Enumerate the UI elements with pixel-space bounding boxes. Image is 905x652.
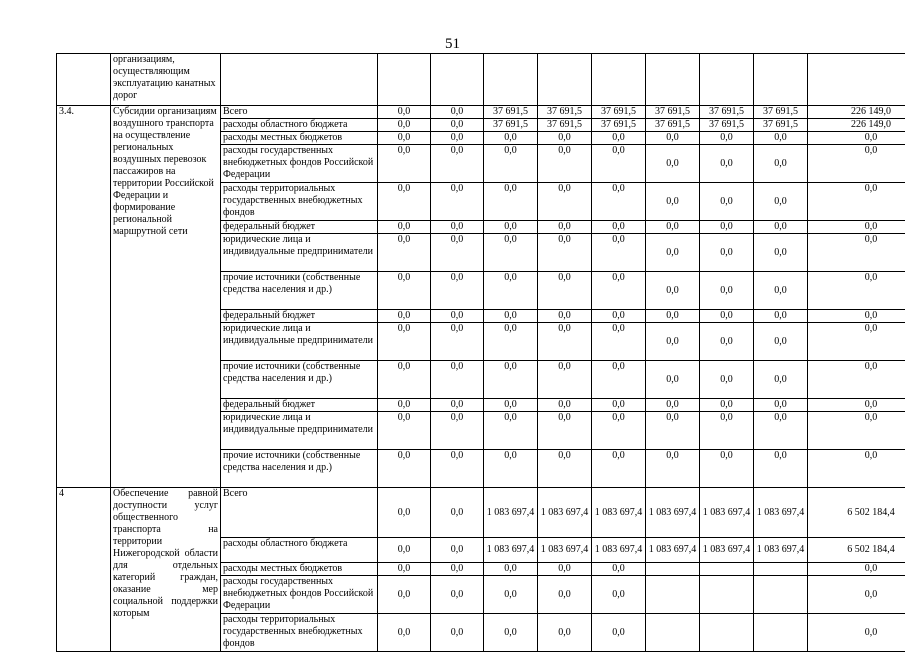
year-value-cell: 37 691,5 (646, 106, 700, 119)
year-value-cell: 1 083 697,4 (646, 488, 700, 538)
year-value-cell: 37 691,5 (646, 119, 700, 132)
year-value-cell: 37 691,5 (754, 106, 808, 119)
year-value-cell (378, 54, 431, 106)
year-value-cell: 0,0 (431, 576, 484, 614)
year-value-cell: 0,0 (646, 272, 700, 310)
year-value-cell: 0,0 (378, 614, 431, 652)
year-value-cell: 0,0 (646, 234, 700, 272)
year-value-cell: 0,0 (484, 272, 538, 310)
year-value-cell: 1 083 697,4 (646, 538, 700, 563)
funding-source-cell: прочие источники (собственные средства населения и др.) (221, 272, 378, 310)
funding-source-cell (221, 54, 378, 106)
funding-source-cell: федеральный бюджет (221, 399, 378, 412)
year-value-cell: 0,0 (754, 361, 808, 399)
year-value-cell: 1 083 697,4 (700, 538, 754, 563)
year-value-cell: 0,0 (431, 538, 484, 563)
funding-source-cell: федеральный бюджет (221, 221, 378, 234)
year-value-cell: 0,0 (592, 614, 646, 652)
year-value-cell: 37 691,5 (700, 106, 754, 119)
year-value-cell: 0,0 (700, 272, 754, 310)
year-value-cell: 0,0 (378, 183, 431, 221)
year-value-cell: 1 083 697,4 (484, 538, 538, 563)
year-value-cell: 0,0 (484, 145, 538, 183)
year-value-cell: 0,0 (646, 450, 700, 488)
year-value-cell: 0,0 (592, 310, 646, 323)
year-value-cell: 0,0 (431, 450, 484, 488)
year-value-cell (700, 54, 754, 106)
year-value-cell (538, 54, 592, 106)
year-value-cell: 0,0 (378, 450, 431, 488)
funding-source-cell: расходы местных бюджетов (221, 132, 378, 145)
year-value-cell: 0,0 (378, 132, 431, 145)
page-number: 51 (0, 36, 905, 53)
funding-source-cell: расходы областного бюджета (221, 538, 378, 563)
year-value-cell: 0,0 (378, 234, 431, 272)
row-number-cell (57, 54, 111, 106)
funding-source-cell: расходы областного бюджета (221, 119, 378, 132)
measure-name-cell: Обеспечение равной доступности услуг общественного транспорта на территории Нижегородской области для отдельных категорий граждан, оказание мер социальной поддержки которым (111, 488, 221, 652)
total-value-cell: 0,0 (808, 412, 905, 450)
year-value-cell: 0,0 (431, 488, 484, 538)
year-value-cell (700, 614, 754, 652)
year-value-cell: 0,0 (378, 361, 431, 399)
funding-source-cell: расходы территориальных государственных внебюджетных фондов (221, 614, 378, 652)
year-value-cell: 0,0 (538, 576, 592, 614)
year-value-cell: 0,0 (538, 183, 592, 221)
table-row (57, 54, 905, 106)
year-value-cell: 37 691,5 (592, 119, 646, 132)
year-value-cell: 37 691,5 (484, 106, 538, 119)
year-value-cell: 0,0 (431, 310, 484, 323)
year-value-cell (754, 614, 808, 652)
year-value-cell: 0,0 (538, 563, 592, 576)
year-value-cell: 0,0 (431, 132, 484, 145)
year-value-cell: 0,0 (378, 563, 431, 576)
year-value-cell: 0,0 (484, 132, 538, 145)
year-value-cell (592, 54, 646, 106)
total-value-cell: 0,0 (808, 614, 905, 652)
funding-source-cell: юридические лица и индивидуальные предприниматели (221, 234, 378, 272)
year-value-cell: 0,0 (484, 399, 538, 412)
year-value-cell: 0,0 (754, 183, 808, 221)
total-value-cell: 0,0 (808, 221, 905, 234)
total-value-cell: 0,0 (808, 132, 905, 145)
year-value-cell: 1 083 697,4 (754, 538, 808, 563)
year-value-cell: 1 083 697,4 (592, 488, 646, 538)
total-value-cell: 0,0 (808, 272, 905, 310)
funding-source-cell: расходы местных бюджетов (221, 563, 378, 576)
table-body (57, 54, 905, 652)
year-value-cell: 0,0 (538, 272, 592, 310)
year-value-cell: 0,0 (700, 310, 754, 323)
year-value-cell: 0,0 (592, 399, 646, 412)
funding-source-cell: Всего (221, 106, 378, 119)
table-row (57, 488, 905, 538)
year-value-cell: 1 083 697,4 (538, 538, 592, 563)
year-value-cell: 0,0 (378, 412, 431, 450)
year-value-cell: 0,0 (431, 119, 484, 132)
year-value-cell: 0,0 (538, 145, 592, 183)
year-value-cell (484, 54, 538, 106)
year-value-cell: 0,0 (592, 450, 646, 488)
year-value-cell: 0,0 (484, 361, 538, 399)
year-value-cell: 0,0 (378, 106, 431, 119)
total-value-cell: 6 502 184,4 (808, 488, 905, 538)
year-value-cell: 0,0 (754, 323, 808, 361)
total-value-cell: 0,0 (808, 576, 905, 614)
year-value-cell: 0,0 (592, 576, 646, 614)
year-value-cell: 0,0 (431, 323, 484, 361)
funding-source-cell: юридические лица и индивидуальные предприниматели (221, 323, 378, 361)
year-value-cell: 0,0 (538, 450, 592, 488)
year-value-cell: 0,0 (592, 145, 646, 183)
year-value-cell: 0,0 (431, 183, 484, 221)
year-value-cell: 0,0 (431, 234, 484, 272)
year-value-cell: 0,0 (538, 412, 592, 450)
year-value-cell: 0,0 (700, 361, 754, 399)
total-value-cell: 0,0 (808, 450, 905, 488)
year-value-cell: 0,0 (592, 234, 646, 272)
measure-name-cell: организациям, осуществляющим эксплуатацию канатных дорог (111, 54, 221, 106)
measure-name-cell: Субсидии организациям воздушного транспорта на осуществление региональных воздушных перевозок пассажиров на территории Российской Федерации и формирование региональной маршрутной сети (111, 106, 221, 488)
year-value-cell: 0,0 (592, 221, 646, 234)
total-value-cell: 0,0 (808, 183, 905, 221)
year-value-cell: 0,0 (378, 576, 431, 614)
total-value-cell: 6 502 184,4 (808, 538, 905, 563)
total-value-cell: 0,0 (808, 361, 905, 399)
year-value-cell: 0,0 (754, 272, 808, 310)
year-value-cell: 0,0 (592, 563, 646, 576)
year-value-cell: 0,0 (754, 450, 808, 488)
year-value-cell: 0,0 (484, 323, 538, 361)
year-value-cell: 0,0 (646, 145, 700, 183)
year-value-cell: 0,0 (431, 145, 484, 183)
funding-source-cell: прочие источники (собственные средства населения и др.) (221, 361, 378, 399)
year-value-cell: 37 691,5 (484, 119, 538, 132)
total-value-cell: 0,0 (808, 145, 905, 183)
year-value-cell: 0,0 (484, 412, 538, 450)
year-value-cell: 1 083 697,4 (700, 488, 754, 538)
year-value-cell: 0,0 (484, 310, 538, 323)
funding-source-cell: прочие источники (собственные средства населения и др.) (221, 450, 378, 488)
total-value-cell: 0,0 (808, 310, 905, 323)
year-value-cell: 0,0 (378, 119, 431, 132)
year-value-cell: 0,0 (754, 221, 808, 234)
year-value-cell (646, 576, 700, 614)
year-value-cell: 1 083 697,4 (592, 538, 646, 563)
year-value-cell: 0,0 (700, 450, 754, 488)
total-value-cell: 0,0 (808, 399, 905, 412)
year-value-cell: 37 691,5 (538, 106, 592, 119)
year-value-cell: 0,0 (592, 132, 646, 145)
year-value-cell (646, 614, 700, 652)
year-value-cell: 0,0 (538, 323, 592, 361)
year-value-cell: 0,0 (646, 412, 700, 450)
year-value-cell (646, 563, 700, 576)
total-value-cell: 0,0 (808, 323, 905, 361)
year-value-cell: 1 083 697,4 (538, 488, 592, 538)
year-value-cell: 0,0 (431, 221, 484, 234)
year-value-cell: 0,0 (592, 272, 646, 310)
year-value-cell: 0,0 (378, 399, 431, 412)
year-value-cell: 0,0 (484, 576, 538, 614)
year-value-cell: 0,0 (700, 323, 754, 361)
row-number-cell: 4 (57, 488, 111, 652)
year-value-cell: 0,0 (378, 145, 431, 183)
year-value-cell: 0,0 (538, 310, 592, 323)
total-value-cell: 0,0 (808, 234, 905, 272)
year-value-cell: 0,0 (484, 183, 538, 221)
table-row (57, 106, 905, 119)
year-value-cell: 0,0 (646, 399, 700, 412)
year-value-cell: 0,0 (484, 234, 538, 272)
year-value-cell: 37 691,5 (700, 119, 754, 132)
year-value-cell: 0,0 (592, 412, 646, 450)
year-value-cell: 0,0 (754, 234, 808, 272)
year-value-cell: 0,0 (754, 412, 808, 450)
year-value-cell: 0,0 (754, 399, 808, 412)
row-number-cell: 3.4. (57, 106, 111, 488)
year-value-cell: 0,0 (431, 399, 484, 412)
year-value-cell: 0,0 (378, 272, 431, 310)
budget-table (56, 53, 905, 652)
year-value-cell: 0,0 (754, 145, 808, 183)
year-value-cell: 37 691,5 (538, 119, 592, 132)
year-value-cell: 0,0 (754, 132, 808, 145)
year-value-cell: 0,0 (754, 310, 808, 323)
year-value-cell: 0,0 (700, 132, 754, 145)
year-value-cell: 0,0 (378, 488, 431, 538)
year-value-cell: 0,0 (378, 538, 431, 563)
year-value-cell: 0,0 (431, 272, 484, 310)
year-value-cell: 0,0 (592, 183, 646, 221)
year-value-cell: 0,0 (431, 106, 484, 119)
year-value-cell: 0,0 (484, 563, 538, 576)
year-value-cell: 0,0 (646, 361, 700, 399)
year-value-cell (646, 54, 700, 106)
year-value-cell: 0,0 (484, 450, 538, 488)
funding-source-cell: федеральный бюджет (221, 310, 378, 323)
year-value-cell: 0,0 (646, 132, 700, 145)
year-value-cell: 0,0 (700, 221, 754, 234)
year-value-cell: 0,0 (646, 183, 700, 221)
year-value-cell (431, 54, 484, 106)
year-value-cell (700, 563, 754, 576)
year-value-cell: 0,0 (431, 614, 484, 652)
year-value-cell: 0,0 (538, 361, 592, 399)
year-value-cell: 37 691,5 (754, 119, 808, 132)
year-value-cell (754, 576, 808, 614)
year-value-cell: 37 691,5 (592, 106, 646, 119)
year-value-cell: 0,0 (538, 234, 592, 272)
year-value-cell: 0,0 (538, 132, 592, 145)
year-value-cell: 0,0 (700, 234, 754, 272)
funding-source-cell: Всего (221, 488, 378, 538)
year-value-cell: 0,0 (700, 399, 754, 412)
year-value-cell (700, 576, 754, 614)
year-value-cell: 0,0 (646, 323, 700, 361)
year-value-cell: 1 083 697,4 (754, 488, 808, 538)
year-value-cell: 0,0 (484, 221, 538, 234)
year-value-cell (754, 563, 808, 576)
funding-source-cell: юридические лица и индивидуальные предприниматели (221, 412, 378, 450)
funding-source-cell: расходы государственных внебюджетных фондов Российской Федерации (221, 576, 378, 614)
year-value-cell: 0,0 (378, 323, 431, 361)
year-value-cell: 0,0 (538, 614, 592, 652)
year-value-cell: 0,0 (431, 361, 484, 399)
funding-source-cell: расходы территориальных государственных внебюджетных фондов (221, 183, 378, 221)
year-value-cell: 0,0 (646, 310, 700, 323)
year-value-cell: 0,0 (592, 361, 646, 399)
year-value-cell: 1 083 697,4 (484, 488, 538, 538)
total-value-cell: 226 149,0 (808, 119, 905, 132)
total-value-cell: 0,0 (808, 563, 905, 576)
year-value-cell: 0,0 (538, 399, 592, 412)
year-value-cell: 0,0 (700, 145, 754, 183)
total-value-cell (808, 54, 905, 106)
year-value-cell: 0,0 (700, 183, 754, 221)
year-value-cell: 0,0 (700, 412, 754, 450)
year-value-cell: 0,0 (431, 563, 484, 576)
year-value-cell: 0,0 (646, 221, 700, 234)
year-value-cell: 0,0 (592, 323, 646, 361)
year-value-cell: 0,0 (431, 412, 484, 450)
year-value-cell (754, 54, 808, 106)
total-value-cell: 226 149,0 (808, 106, 905, 119)
year-value-cell: 0,0 (378, 221, 431, 234)
year-value-cell: 0,0 (378, 310, 431, 323)
funding-source-cell: расходы государственных внебюджетных фондов Российской Федерации (221, 145, 378, 183)
year-value-cell: 0,0 (538, 221, 592, 234)
year-value-cell: 0,0 (484, 614, 538, 652)
